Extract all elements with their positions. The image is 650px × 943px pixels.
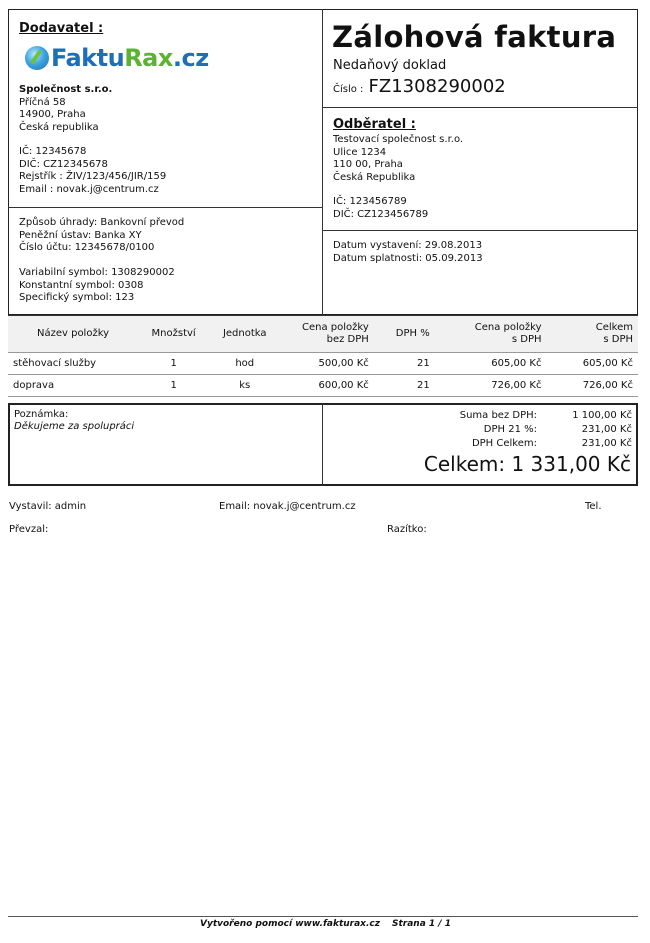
item-qty: 1 <box>138 375 209 397</box>
footer-created: Vytvořeno pomocí www.fakturax.cz <box>200 919 380 929</box>
customer-country: Česká Republika <box>333 171 416 183</box>
item-vat: 21 <box>374 353 435 375</box>
invoice-number: FZ1308290002 <box>368 76 506 97</box>
grand-total-value: 1 331,00 Kč <box>511 452 631 476</box>
sum-value: 1 100,00 Kč <box>572 410 632 421</box>
company-logo: FaktuRax.cz <box>25 44 209 72</box>
supplier-country: Česká republika <box>19 121 99 133</box>
supplier-divider <box>8 207 322 208</box>
invoice-title: Zálohová faktura <box>332 20 617 54</box>
col-vat: DPH % <box>374 316 435 353</box>
vat-label: DPH 21 %: <box>483 424 537 435</box>
col-total: Celkem s DPH <box>547 316 639 353</box>
customer-address <box>333 134 463 184</box>
vat-total-row <box>330 437 632 451</box>
vat-total-label: DPH Celkem: <box>471 438 537 449</box>
customer-name: Testovací společnost s.r.o. <box>333 134 464 145</box>
item-name: doprava <box>8 375 138 397</box>
customer-ids <box>333 196 428 221</box>
note-label: Poznámka: <box>14 409 69 420</box>
payment-account: Číslo účtu: 12345678/0100 <box>19 242 155 253</box>
supplier-heading: Dodavatel : <box>19 21 104 36</box>
col-unit: Jednotka <box>209 316 280 353</box>
invoice-dates <box>333 240 483 265</box>
col-qty: Množství <box>138 316 209 353</box>
item-price-vat: 726,00 Kč <box>435 375 547 397</box>
customer-ic: IČ: 123456789 <box>333 196 407 207</box>
specific-symbol: Specifický symbol: 123 <box>19 292 135 303</box>
vat-value: 231,00 Kč <box>581 424 632 435</box>
date-due: Datum splatnosti: 05.09.2013 <box>333 252 483 264</box>
supplier-address <box>19 84 112 134</box>
item-name: stěhovací služby <box>8 353 138 375</box>
customer-dic: DIČ: CZ123456789 <box>333 208 429 220</box>
item-vat: 21 <box>374 375 435 397</box>
footer-page: Strana 1 / 1 <box>392 919 451 929</box>
date-issued: Datum vystavení: 29.08.2013 <box>333 240 483 251</box>
item-unit: hod <box>209 353 280 375</box>
invoice-subtitle: Nedaňový doklad <box>333 58 447 73</box>
col-name: Název položky <box>8 316 138 353</box>
supplier-name: Společnost s.r.o. <box>19 84 113 95</box>
item-unit: ks <box>209 375 280 397</box>
payment-method: Způsob úhrady: Bankovní převod <box>19 217 185 228</box>
sum-label: Suma bez DPH: <box>459 410 537 421</box>
issuer-email: Email: novak.j@centrum.cz <box>219 501 356 512</box>
supplier-ic: IČ: 12345678 <box>19 146 87 157</box>
totals-block <box>330 409 632 451</box>
customer-heading: Odběratel : <box>333 117 416 132</box>
customer-city: 110 00, Praha <box>333 159 403 170</box>
constant-symbol: Konstantní symbol: 0308 <box>19 279 144 291</box>
vat-total-value: 231,00 Kč <box>581 438 632 449</box>
supplier-dic: DIČ: CZ12345678 <box>19 158 108 170</box>
note-text: Děkujeme za spolupráci <box>14 421 135 432</box>
received-by: Převzal: <box>9 524 49 535</box>
sum-row <box>330 409 632 423</box>
header-divider <box>322 9 323 315</box>
grand-total <box>424 452 631 476</box>
invoice-number-label: Číslo : <box>333 84 364 95</box>
item-price: 600,00 Kč <box>280 375 373 397</box>
payment-symbols <box>19 267 175 305</box>
issued-by: Vystavil: admin <box>9 501 87 512</box>
supplier-street: Příčná 58 <box>19 96 66 108</box>
col-price-vat: Cena položky s DPH <box>435 316 547 353</box>
item-qty: 1 <box>138 353 209 375</box>
stamp-label: Razítko: <box>387 524 427 535</box>
invoice-number-row <box>333 76 506 97</box>
item-total: 605,00 Kč <box>547 353 639 375</box>
logo-globe-icon <box>25 46 49 70</box>
summary-divider <box>322 403 323 486</box>
item-price: 500,00 Kč <box>280 353 373 375</box>
customer-street: Ulice 1234 <box>333 146 387 158</box>
supplier-registry: Rejstřík : ŽIV/123/456/JIR/159 <box>19 171 167 182</box>
footer-line <box>8 916 638 917</box>
supplier-city: 14900, Praha <box>19 109 86 120</box>
item-price-vat: 605,00 Kč <box>435 353 547 375</box>
item-total: 726,00 Kč <box>547 375 639 397</box>
payment-info <box>19 217 184 255</box>
items-table <box>8 315 638 397</box>
vat-row <box>330 423 632 437</box>
telephone-label: Tel. <box>585 501 602 512</box>
supplier-email: Email : novak.j@centrum.cz <box>19 183 159 195</box>
table-row <box>8 375 638 397</box>
payment-bank: Peněžní ústav: Banka XY <box>19 229 142 241</box>
grand-total-label: Celkem: <box>423 452 506 476</box>
customer-divider <box>322 230 638 231</box>
items-header-row <box>8 316 638 353</box>
supplier-ids <box>19 146 166 196</box>
col-price: Cena položky bez DPH <box>280 316 373 353</box>
title-divider <box>322 107 638 108</box>
table-row <box>8 353 638 375</box>
variable-symbol: Variabilní symbol: 1308290002 <box>19 267 175 278</box>
